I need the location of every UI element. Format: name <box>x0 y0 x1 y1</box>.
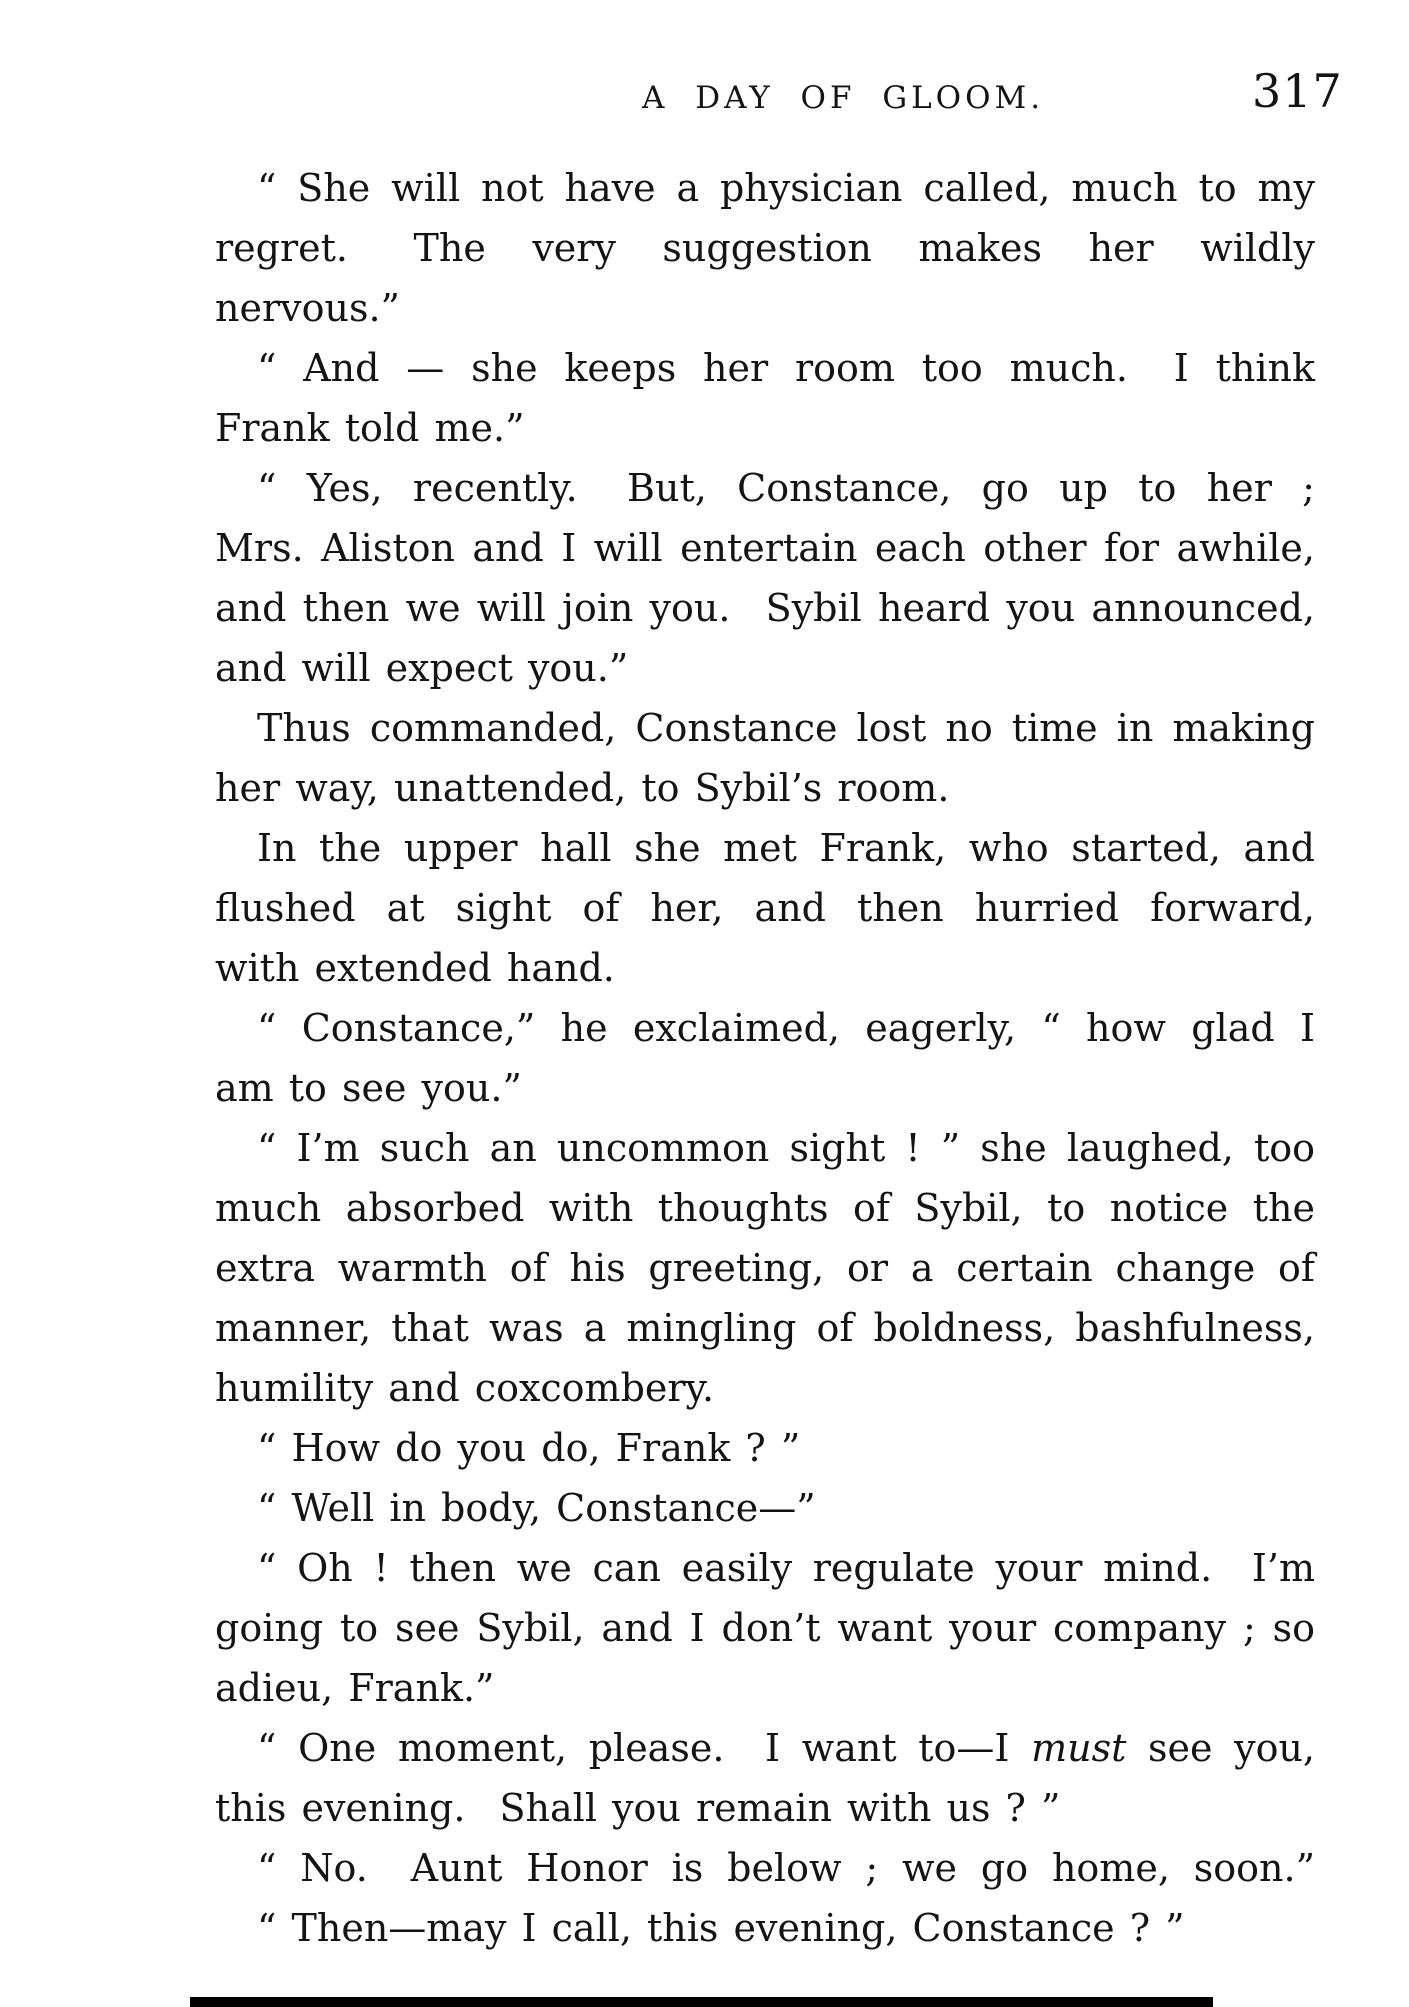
text-segment: “ I’m such an uncommon sight ! ” she laughed, too <box>257 1126 1315 1170</box>
text-segment: Frank told me.” <box>215 406 525 450</box>
text-line <box>215 398 1315 458</box>
text-line <box>215 698 1315 758</box>
text-segment: humility and coxcombery. <box>215 1366 715 1410</box>
text-segment: Mrs. Aliston and I will entertain each other for awhile, <box>215 526 1315 570</box>
text-line <box>215 758 1315 818</box>
text-line <box>215 458 1315 518</box>
text-line <box>215 818 1315 878</box>
text-segment: see you, <box>1126 1726 1315 1770</box>
text-line <box>215 1598 1315 1658</box>
text-line <box>215 1838 1315 1898</box>
text-line <box>215 998 1315 1058</box>
running-header-title: A DAY OF GLOOM. <box>642 80 1045 116</box>
text-segment: and will expect you.” <box>215 646 629 690</box>
text-segment: regret. The very suggestion makes her wildly <box>215 226 1315 270</box>
text-line <box>215 218 1315 278</box>
text-segment: nervous.” <box>215 286 400 330</box>
text-line <box>215 638 1315 698</box>
text-segment: manner, that was a mingling of boldness, bashfulness, <box>215 1306 1315 1350</box>
text-segment: “ How do you do, Frank ? ” <box>257 1426 801 1470</box>
text-line <box>215 938 1315 998</box>
text-line <box>215 158 1315 218</box>
text-segment: her way, unattended, to Sybil’s room. <box>215 766 950 810</box>
text-line <box>215 278 1315 338</box>
text-segment: extra warmth of his greeting, or a certain change of <box>215 1246 1315 1290</box>
text-segment: In the upper hall she met Frank, who started, and <box>257 826 1315 870</box>
text-line <box>215 1238 1315 1298</box>
text-line <box>215 1538 1315 1598</box>
text-line <box>215 878 1315 938</box>
text-segment: going to see Sybil, and I don’t want your company ; so <box>215 1606 1315 1650</box>
text-segment: “ She will not have a physician called, much to my <box>257 166 1315 210</box>
text-segment: “ Constance,” he exclaimed, eagerly, “ how glad I <box>257 1006 1315 1050</box>
page-number: 317 <box>1252 64 1343 118</box>
text-segment: with extended hand. <box>215 946 615 990</box>
text-line <box>215 1718 1315 1778</box>
text-segment: Thus commanded, Constance lost no time in making <box>257 706 1315 750</box>
text-segment: “ And — she keeps her room too much. I think <box>257 346 1315 390</box>
text-line <box>215 338 1315 398</box>
text-line <box>215 1298 1315 1358</box>
italic-text: must <box>1031 1726 1127 1770</box>
text-segment: “ No. Aunt Honor is below ; we go home, soon.” <box>257 1846 1315 1890</box>
text-line <box>215 1778 1315 1838</box>
text-segment: “ Well in body, Constance—” <box>257 1486 816 1530</box>
text-segment: flushed at sight of her, and then hurried forward, <box>215 886 1315 930</box>
text-segment: “ Yes, recently. But, Constance, go up to her ; <box>257 466 1315 510</box>
text-line <box>215 1418 1315 1478</box>
text-segment: “ One moment, please. I want to—I <box>257 1726 1032 1770</box>
text-line <box>215 1358 1315 1418</box>
text-segment: much absorbed with thoughts of Sybil, to notice the <box>215 1186 1315 1230</box>
text-line <box>215 518 1315 578</box>
page-body <box>215 158 1315 1958</box>
text-segment: adieu, Frank.” <box>215 1666 495 1710</box>
text-line <box>215 1118 1315 1178</box>
text-segment: and then we will join you. Sybil heard you announced, <box>215 586 1315 630</box>
scan-artifact-bar <box>190 1997 1213 2007</box>
text-line <box>215 1058 1315 1118</box>
text-segment: “ Then—may I call, this evening, Constance ? ” <box>257 1906 1185 1950</box>
text-line <box>215 1658 1315 1718</box>
text-segment: this evening. Shall you remain with us ? ” <box>215 1786 1061 1830</box>
text-line <box>215 578 1315 638</box>
text-line <box>215 1898 1315 1958</box>
text-line <box>215 1178 1315 1238</box>
text-segment: “ Oh ! then we can easily regulate your mind. I’m <box>257 1546 1315 1590</box>
text-line <box>215 1478 1315 1538</box>
text-segment: am to see you.” <box>215 1066 522 1110</box>
